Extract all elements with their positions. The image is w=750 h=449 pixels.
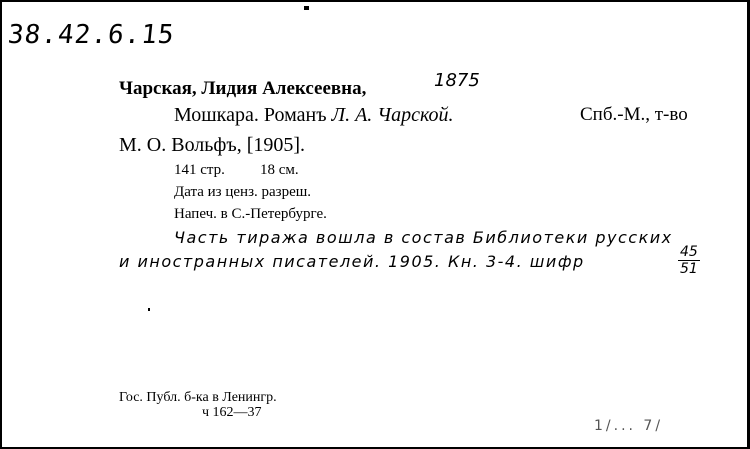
size: 18 см. xyxy=(260,162,299,178)
pages: 141 стр. xyxy=(174,162,225,178)
library-line: Гос. Публ. б-ка в Ленингр. xyxy=(119,390,277,405)
title-line xyxy=(174,104,454,127)
author-name: Чарская, Лидия Алексеевна, xyxy=(119,78,367,99)
title-text: Мошкара. Романъ xyxy=(174,104,327,126)
call-number: ч 162—37 xyxy=(202,405,262,420)
cipher-fraction xyxy=(678,244,700,277)
publisher-line: М. О. Вольфъ, [1905]. xyxy=(119,134,306,156)
cipher-numerator: 45 xyxy=(680,244,698,260)
cipher-denominator: 51 xyxy=(680,261,698,277)
annotation-line-1: Часть тиража вошла в состав Библиотеки русских xyxy=(174,228,673,247)
annotation-line-2: и иностранных писателей. 1905. Кн. 3-4. шифр xyxy=(119,252,585,271)
publication-place: Спб.-М., т-во xyxy=(580,104,688,125)
shelfmark: 38.42.6.15 xyxy=(6,20,177,50)
ink-speck xyxy=(148,308,150,311)
title-author: Л. А. Чарской. xyxy=(331,104,454,126)
author-years: 1875 xyxy=(434,70,480,91)
bottom-scribble: 1/... 7/ xyxy=(594,418,664,434)
censor-line: Дата из ценз. разреш. xyxy=(174,184,312,200)
ink-speck xyxy=(304,6,309,10)
printed-line: Напеч. в С.-Петербурге. xyxy=(174,206,327,222)
